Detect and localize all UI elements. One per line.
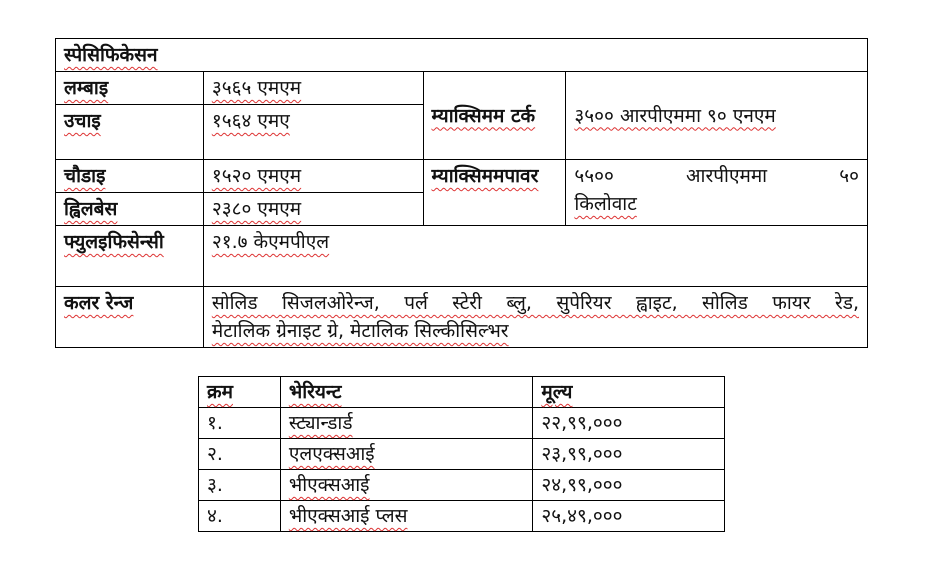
torque-label: म्याक्सिमम टर्क xyxy=(423,72,566,160)
torque-value: ३५०० आरपीएममा ९० एनएम xyxy=(566,72,868,160)
table-row xyxy=(199,408,725,439)
color-value-line2: मेटालिक ग्रेनाइट ग्रे, मेटालिक सिल्कीसिल्भर xyxy=(211,320,509,342)
serial-cell: १. xyxy=(199,408,281,439)
fuel-label: फ्युलइफिसेन्सी xyxy=(56,226,204,287)
table-row xyxy=(199,470,725,501)
variant-cell: स्ट्यान्डार्ड xyxy=(280,408,532,439)
width-value: १५२० एमएम xyxy=(203,160,423,193)
power-value-line1: ५५०० आरपीएममा ५० xyxy=(574,165,859,187)
width-label: चौडाइ xyxy=(56,160,204,193)
variant-cell: भीएक्सआई xyxy=(280,470,532,501)
price-cell: २३,९९,००० xyxy=(533,439,725,470)
serial-cell: ४. xyxy=(199,501,281,532)
serial-cell: ३. xyxy=(199,470,281,501)
price-cell: २५,४९,००० xyxy=(533,501,725,532)
length-value: ३५६५ एमएम xyxy=(203,72,423,105)
table-row xyxy=(199,501,725,532)
table-row xyxy=(199,439,725,470)
wheelbase-value: २३८० एमएम xyxy=(203,193,423,226)
header-price: मूल्य xyxy=(533,377,725,408)
serial-cell: २. xyxy=(199,439,281,470)
wheelbase-label: ह्विलबेस xyxy=(56,193,204,226)
color-label: कलर रेन्ज xyxy=(56,287,204,348)
header-variant: भेरियन्ट xyxy=(280,377,532,408)
color-value-line1: सोलिड सिजलओरेन्ज, पर्ल स्टेरी ब्लु, सुपेरियर ह्वाइट, सोलिड फायर रेड, xyxy=(211,292,859,314)
height-value: १५६४ एमए xyxy=(203,105,423,160)
spec-title: स्पेसिफिकेसन xyxy=(56,39,868,72)
power-value-line2: किलोवाट xyxy=(574,193,637,215)
variant-cell: भीएक्सआई प्लस xyxy=(280,501,532,532)
price-table xyxy=(198,376,725,532)
variant-cell: एलएक्सआई xyxy=(280,439,532,470)
header-serial: क्रम xyxy=(199,377,281,408)
price-table-header xyxy=(199,377,725,408)
height-label: उचाइ xyxy=(56,105,204,160)
power-value xyxy=(566,160,868,226)
length-label: लम्बाइ xyxy=(56,72,204,105)
color-value xyxy=(203,287,867,348)
price-cell: २२,९९,००० xyxy=(533,408,725,439)
price-cell: २४,९९,००० xyxy=(533,470,725,501)
specification-table xyxy=(55,38,868,348)
power-label: म्याक्सिममपावर xyxy=(423,160,566,226)
fuel-value: २१.७ केएमपीएल xyxy=(203,226,867,287)
